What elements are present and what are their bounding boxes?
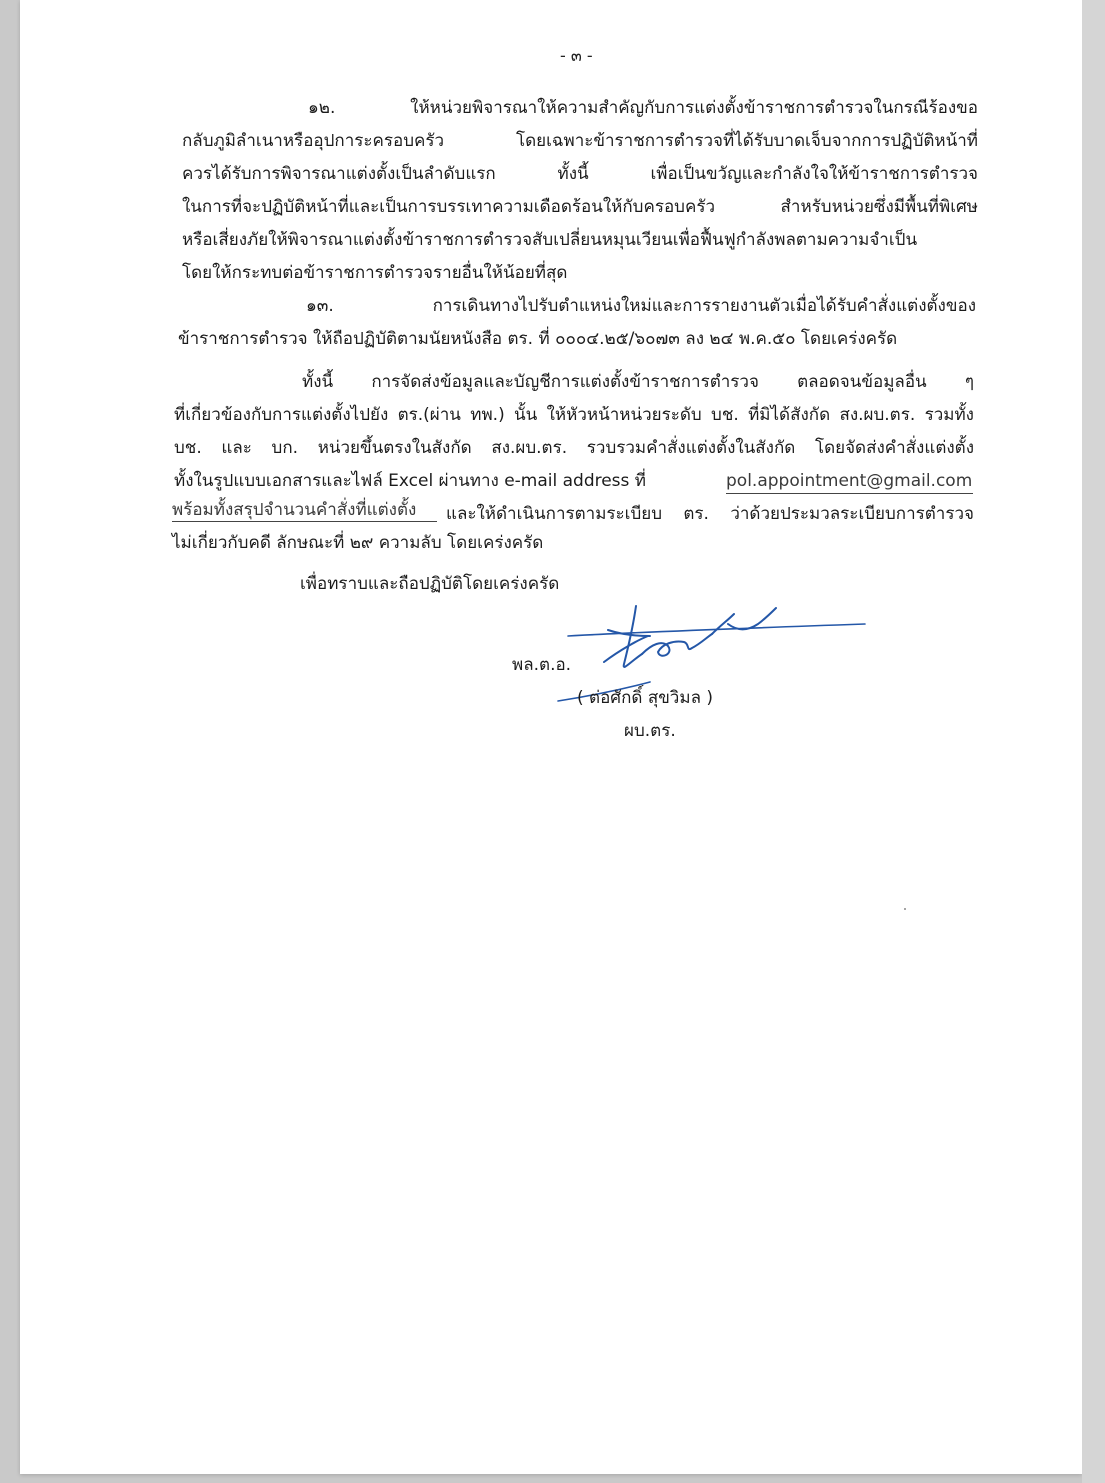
signatory-name: ( ต่อศักดิ์ สุขวิมล )	[577, 688, 714, 708]
document-page	[20, 0, 1082, 1474]
closing-line-1: ทั้งนี้ การจัดส่งข้อมูลและบัญชีการแต่งตั้งข้าราชการตำรวจ ตลอดจนข้อมูลอื่น ๆ	[302, 372, 974, 392]
p12-line-6: โดยให้กระทบต่อข้าราชการตำรวจรายอื่นให้น้อยที่สุด	[182, 263, 568, 283]
signatory-rank: พล.ต.อ.	[512, 655, 572, 675]
p13-line-1: ๑๓. การเดินทางไปรับตำแหน่งใหม่และการรายงานตัวเมื่อได้รับคำสั่งแต่งตั้งของ	[306, 296, 976, 316]
signatory-title: ผบ.ตร.	[624, 721, 676, 741]
p13-line-2: ข้าราชการตำรวจ ให้ถือปฏิบัติตามนัยหนังสือ ตร. ที่ ๐๐๐๔.๒๕/๖๐๗๓ ลง ๒๔ พ.ค.๕๐ โดยเคร่งครัด	[178, 329, 898, 349]
closing-line-6: ไม่เกี่ยวกับคดี ลักษณะที่ ๒๙ ความลับ โดยเคร่งครัด	[172, 533, 544, 553]
closing-line-5: และให้ดำเนินการตามระเบียบ ตร. ว่าด้วยประมวลระเบียบการตำรวจ	[446, 504, 974, 524]
scan-speck	[904, 908, 906, 910]
p12-line-3: ควรได้รับการพิจารณาแต่งตั้งเป็นลำดับแรก ทั้งนี้ เพื่อเป็นขวัญและกำลังใจให้ข้าราชการตำรวจ	[182, 164, 978, 184]
closing-line-3: บช. และ บก. หน่วยขึ้นตรงในสังกัด สง.ผบ.ตร. รวบรวมคำสั่งแต่งตั้งในสังกัด โดยจัดส่งคำสั่งแต่งตั้ง	[174, 438, 974, 458]
order-summary-link[interactable]: พร้อมทั้งสรุปจำนวนคำสั่งที่แต่งตั้ง	[172, 500, 417, 520]
email-link[interactable]: pol.appointment@gmail.com	[726, 471, 973, 491]
p12-line-4: ในการที่จะปฏิบัติหน้าที่และเป็นการบรรเทาความเดือดร้อนให้กับครอบครัว สำหรับหน่วยซึ่งมีพื้นที่พิเศษ	[182, 197, 978, 217]
email-underline	[726, 493, 973, 494]
acknowledge-line: เพื่อทราบและถือปฏิบัติโดยเคร่งครัด	[300, 574, 560, 594]
order-summary-underline	[172, 521, 437, 522]
p12-line-1: ๑๒. ให้หน่วยพิจารณาให้ความสำคัญกับการแต่งตั้งข้าราชการตำรวจในกรณีร้องขอ	[308, 98, 978, 118]
page-number: - ๓ -	[560, 46, 593, 65]
page-edge	[1082, 0, 1105, 1483]
closing-line-4: ทั้งในรูปแบบเอกสารและไฟล์ Excel ผ่านทาง e-mail address ที่	[174, 471, 647, 491]
p12-line-5: หรือเสี่ยงภัยให้พิจารณาแต่งตั้งข้าราชการตำรวจสับเปลี่ยนหมุนเวียนเพื่อฟื้นฟูกำลังพลตามความจำเป็น	[182, 230, 918, 250]
closing-line-2: ที่เกี่ยวข้องกับการแต่งตั้งไปยัง ตร.(ผ่าน ทพ.) นั้น ให้หัวหน้าหน่วยระดับ บช. ที่มิได้สังกัด สง.ผบ.ตร. รวมทั้ง	[174, 405, 974, 425]
p12-line-2: กลับภูมิลำเนาหรืออุปการะครอบครัว โดยเฉพาะข้าราชการตำรวจที่ได้รับบาดเจ็บจากการปฏิบัติหน้าที่	[182, 131, 978, 151]
